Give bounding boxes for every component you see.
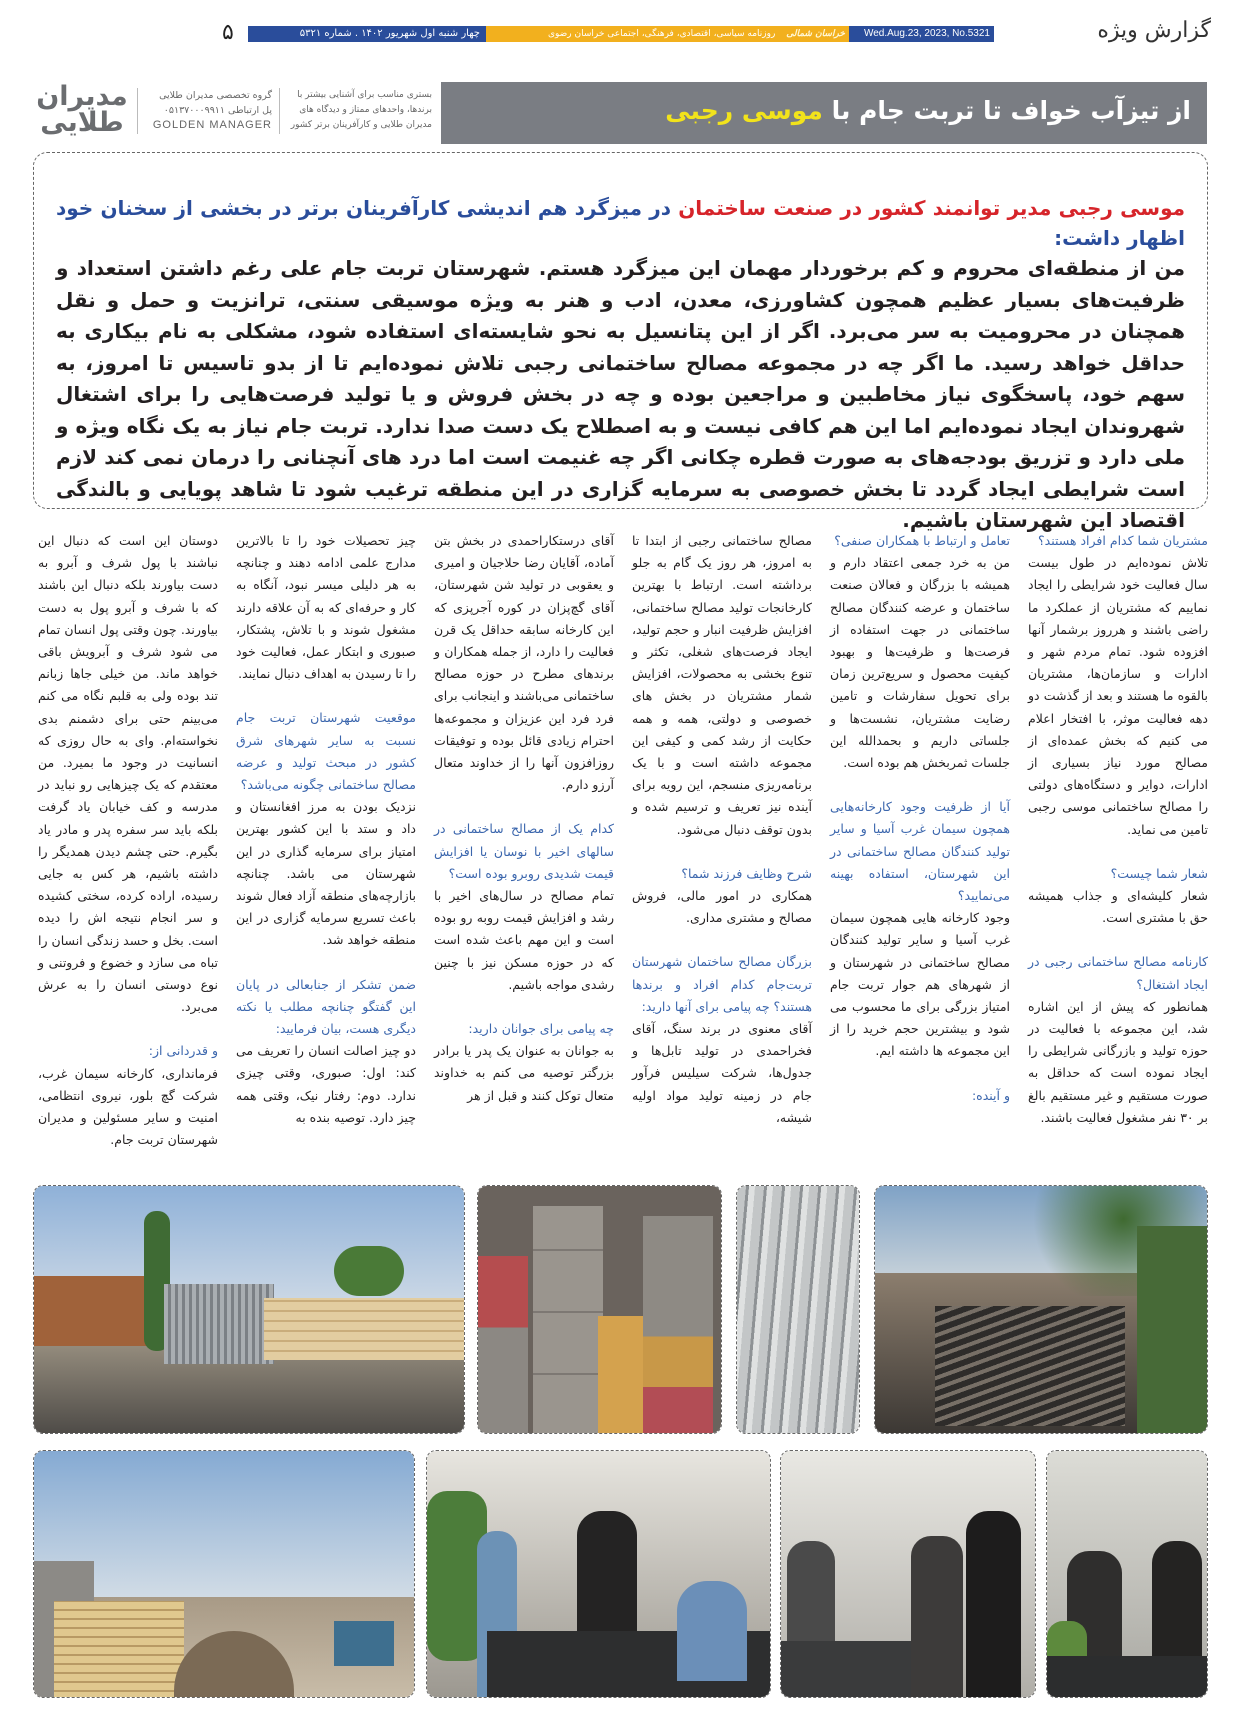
page-number: ۵ xyxy=(222,20,234,45)
photo-paving-tiles xyxy=(477,1185,722,1434)
interview-question: شرح وظایف فرزند شما؟ xyxy=(681,865,812,881)
paragraph-gap xyxy=(632,929,812,951)
article-column xyxy=(830,530,1010,1165)
promo-blurb xyxy=(282,88,432,133)
paper-tagline-bar xyxy=(486,26,849,42)
interview-answer: وجود کارخانه هایی همچون سیمان غرب آسیا و سایر تولید کنندگان مصالح ساختمانی در شهرستان و از شهرهای هم جوار تربت جام امتیاز بزرگی برای ما محسوب می شود و بیشترین حجم خرید را از این مجموعه ها داشته ایم. xyxy=(830,910,1010,1059)
interview-answer: دوستان این است که دنبال این نباشند با پول شرف و آبرو به دست بیاورند بلکه دنبال این باشند که با شرف و آبرو پول به دست بیاورند. چون وقتی پول انسان تمام می شود شرف و آبرویش باقی خواهد ماند. من خیلی جاها زبانم تند بوده ولی به قلبم نگاه می کنم می‌بینم حتی برای دشمنم بدی نخواسته‌ام. وای به حال روزی که انسانیت در وجود ما بمیرد. من معتقدم که یک چیزهایی رو نباید در مدرسه و کف خیابان یاد گرفت بلکه باید سر سفره پدر و مادر یاد بگیرم. حتی چشم دیدن همدیگر را داشته باشیم، هر کس به جایی رسیده، اراده کرده، سختی کشیده و سر انجام نتیجه اش را دیده است. بخل و حسد زندگی انسان را تباه می سازد و خضوع و فروتنی و نوع دوستی انسان را به عرش می‌برد. xyxy=(38,533,218,1015)
interview-answer: من به خرد جمعی اعتقاد دارم و همیشه با بزرگان و فعالان صنعت ساختمان و عرضه کنندگان مصالح ساختمانی در جهت استفاده از فرصت‌ها و ظرفیت‌ها و بهبود کیفیت محصول و سریع‌ترین زمان برای تحویل سفارشات و تامین رضایت مشتریان، نشست‌ها و جلساتی داریم و بحمدالله این جلسات ثمربخش هم بوده است. xyxy=(830,555,1010,771)
interview-columns xyxy=(33,530,1208,1165)
photo-concrete-pipes xyxy=(736,1185,860,1434)
interview-answer: تلاش نموده‌ایم در طول بیست سال فعالیت خود شرایطی را ایجاد نماییم که مشتریان از عملکرد ما راضی باشند و هرروز برشمار آنها افزوده شود. تمام مردم شهر و ادارات و سازمان‌ها، مشتریان بالقوه ما هستند و بعد از گذشت دو دهه فعالیت موثر، با افتخار اعلام می کنیم که بخش عمده‌ای از مصالح مورد نیاز بسیاری از ادارات، دوایر و دستگاه‌های دولتی را مصالح ساختمانی موسی رجبی تامین می نماید. xyxy=(1028,555,1208,837)
promo-group-name: گروه تخصصی مدیران طلایی xyxy=(159,90,272,101)
paper-logo: خراسان شمالی xyxy=(786,29,845,39)
article-column xyxy=(38,530,218,1165)
headline-prefix: از تیزآب خواف تا تربت جام با xyxy=(822,96,1191,125)
promo-blurb-line: برندها، واحدهای ممتاز و دیدگاه های xyxy=(299,105,432,115)
paragraph-gap xyxy=(434,996,614,1018)
headline xyxy=(665,96,1191,125)
photo-brick-stacks-street xyxy=(33,1450,415,1698)
paragraph-gap xyxy=(830,774,1010,796)
interview-answer: آقای درستکاراحمدی در بخش بتن آماده، آقایان رضا حلاجیان و امیری و یعقوبی در تولید شن شهرستان، آقای گچ‌پزان در کوره آجرپزی که این کارخانه سابقه حداقل یک قرن فعالیت را دارد، از جمله همکاران و برندهای مطرح در حوزه مصالح ساختمانی می‌باشند و اینجانب برای فرد فرد این عزیزان و مجموعه‌ها احترام زیادی قائل بوده و توفیقات روزافزون آنها را از خداوند متعال آرزو دارم. xyxy=(434,533,614,793)
paragraph-gap xyxy=(236,952,416,974)
interview-answer: نزدیک بودن به مرز افغانستان و داد و ستد با این کشور بهترین امتیاز برای سرمایه گذاری در این شهرستان می باشد. چنانچه بازارچه‌های منطقه آزاد فعال شوند باعث تسریع سرمایه گزاری در این منطقه خواهد شد. xyxy=(236,799,416,948)
interview-answer: تمام مصالح در سال‌های اخیر با رشد و افزایش قیمت روبه رو بوده است و این مهم باعث شده است که در حوزه مسکن نیز با چنین رشدی مواجه باشیم. xyxy=(434,888,614,992)
paragraph-gap xyxy=(830,1063,1010,1085)
logo-line: مدیران xyxy=(36,81,128,112)
interview-answer: شعار کلیشه‌ای و جذاب همیشه حق با مشتری است. xyxy=(1028,888,1208,926)
promo-blurb-line: مدیران طلایی و کارآفرینان برتر کشور xyxy=(290,120,432,130)
paragraph-gap xyxy=(1028,841,1208,863)
interview-answer: همانطور که پیش از این اشاره شد، این مجموعه با فعالیت در حوزه تولید و بازرگانی شرایطی را ایجاد نموده است که حداقل به صورت مستقیم و غیر مستقیم بالغ بر ۳۰ نفر مشغول فعالیت باشند. xyxy=(1028,998,1208,1125)
photo-office-desk xyxy=(1046,1450,1208,1698)
paragraph-gap xyxy=(434,796,614,818)
interview-question: شعار شما چیست؟ xyxy=(1110,865,1208,881)
paragraph-gap xyxy=(632,841,812,863)
intro-body: من از منطقه‌ای محروم و کم برخوردار مهمان این میزگرد هستم. شهرستان تربت جام علی رغم داشتن استعداد و ظرفیت‌های بسیار عظیم همچون کشاورزی، معدن، ادب و هنر به ویژه موسیقی سنتی، ترانزیت و حمل و نقل همچنان در محرومیت به سر می‌برد. اگر از این پتانسیل به نحو شایسته‌ای استفاده شود، مشکلی به نام بیکاری به حداقل خواهد رسید. ما اگر چه در مجموعه مصالح ساختمانی رجبی تلاش نموده‌ایم تا از بدو تاسیس تا امروز، به سهم خود، پاسخگوی نیاز مخاطبین و مراجعین بوده و چه در بخش فروش و یا تولید فرصت‌هایی را برای اشتغال شهروندان ایجاد نموده‌ایم اما این هم کافی نیست و به اصطلاح یک دست صدا ندارد. تربت جام نیاز به یک نگاه ویژه و ملی دارد و تزریق بودجه‌های به صورت قطره چکانی اگر چه غنیمت است اما درد های آنچنانی را درمان نمی کند لازم است شرایطی ایجاد گردد تا بخش خصوصی به سرمایه گزاری در این منطقه ترغیب شود تا شاهد پویایی و بالندگی اقتصاد این شهرستان باشیم. xyxy=(56,256,1185,532)
date-english: Wed.Aug.23, 2023, No.5321 xyxy=(849,26,994,42)
interview-answer: چیز تحصیلات خود را تا بالاترین مدارج علمی ادامه دهند و چنانچه به هر دلیلی میسر نبود، آنگاه به کار و حرفه‌ای که به آن علاقه دارند مشغول شوند و با تلاش، پشتکار، صبوری و ابتکار عمل، فعالیت خود را تا رسیدن به اهداف دنبال نمایند. xyxy=(236,533,416,682)
golden-manager-promo xyxy=(30,81,440,138)
photo-showroom-counter xyxy=(426,1450,771,1698)
interview-question: کدام یک از مصالح ساختمانی در سالهای اخیر با نوسان یا افزایش قیمت شدیدی روبرو بوده است؟ xyxy=(434,821,614,881)
promo-divider xyxy=(279,88,280,134)
interview-question: موقعیت شهرستان تربت جام نسبت به سایر شهرهای شرق کشور در مبحث تولید و عرضه مصالح ساختمانی چگونه می‌باشد؟ xyxy=(236,710,416,793)
promo-blurb-line: بستری مناسب برای آشنایی بیشتر با xyxy=(297,90,432,100)
article-column xyxy=(632,530,812,1165)
interview-question: ضمن تشکر از جنابعالی در پایان این گفتگو چنانچه مطلب یا نکته دیگری هست، بیان فرمایید: xyxy=(236,976,416,1037)
promo-phone: پل ارتباطی ۰۵۱۳۷۰۰۰۹۹۱۱ xyxy=(163,105,272,116)
promo-divider xyxy=(137,88,138,134)
masthead-strip xyxy=(0,18,1247,48)
paper-tagline: روزنامه سیاسی، اقتصادی، فرهنگی، اجتماعی خراسان رضوی xyxy=(547,29,776,39)
interview-question: بزرگان مصالح ساختمان شهرستان تربت‌جام کدام افراد و برندها هستند؟ چه پیامی برای آنها دارید: xyxy=(632,954,812,1014)
paragraph-gap xyxy=(38,1018,218,1040)
intro-lead xyxy=(56,193,1185,253)
headline-band xyxy=(441,82,1207,144)
article-column xyxy=(1028,530,1208,1165)
photo-brick-yard xyxy=(33,1185,465,1434)
intro-quote-box xyxy=(33,152,1208,532)
paragraph-gap xyxy=(1028,929,1208,951)
logo-line: طلایی xyxy=(40,107,124,138)
photo-office-group xyxy=(780,1450,1036,1698)
interview-question: تعامل و ارتباط با همکاران صنفی؟ xyxy=(834,533,1010,548)
interview-answer: مصالح ساختمانی رجبی از ابتدا تا به امروز، هر روز یک گام به جلو برداشته است. ارتباط با بهترین کارخانجات تولید مصالح ساختمانی، افزایش ظرفیت انبار و حجم تولید، ایجاد فرصت‌های شغلی، تکثر و تنوع بخشی به محصولات، افزایش شمار مشتریان در بخش های خصوصی و دولتی، همه و همه حکایت از رشد کمی و کیفی این مجموعه داشته است و با یک برنامه‌ریزی منسجم، این رویه برای آینده نیز تعریف و ترسیم شده و بدون توقف دنبال می‌شود. xyxy=(632,533,812,837)
intro-lead-rest: در میزگرد هم اندیشی کارآفرینان برتر در بخشی از سخنان خود اظهار داشت: xyxy=(56,196,1185,250)
promo-english-name: GOLDEN MANAGER xyxy=(152,119,272,131)
article-column xyxy=(434,530,614,1165)
interview-answer: دو چیز اصالت انسان را تعریف می کند: اول: صبوری، وقتی چیزی ندارد. دوم: رفتار نیک، وقتی همه چیز دارد. توصیه بنده به xyxy=(236,1043,416,1125)
interview-question: چه پیامی برای جوانان دارید: xyxy=(468,1021,614,1037)
interview-answer: به جوانان به عنوان یک پدر یا برادر بزرگتر توصیه می کنم به خداوند متعال توکل کنند و قبل از هر xyxy=(434,1043,614,1103)
date-persian: چهار شنبه اول شهریور ۱۴۰۲ . شماره ۵۳۲۱ xyxy=(248,26,486,42)
headline-name: موسی رجبی xyxy=(665,96,823,125)
article-column xyxy=(236,530,416,1165)
interview-question: آیا از ظرفیت وجود کارخانه‌هایی همچون سیمان غرب آسیا و سایر تولید کنندگان مصالح ساختمانی در این شهرستان، استفاده بهینه می‌نمایید؟ xyxy=(830,799,1010,904)
golden-manager-logo xyxy=(36,81,128,138)
intro-lead-subject: موسی رجبی مدیر توانمند کشور در صنعت ساختمان xyxy=(678,196,1185,220)
interview-question: کارنامه مصالح ساختمانی رجبی در ایجاد اشتغال؟ xyxy=(1028,954,1208,992)
interview-answer: همکاری در امور مالی، فروش مصالح و مشتری مداری. xyxy=(632,888,812,926)
interview-answer: فرمانداری، کارخانه سیمان غرب، شرکت گچ بلور، نیروی انتظامی، امنیت و سایر مسئولین و مدیران شهرستان تربت جام. xyxy=(38,1065,218,1148)
interview-question: مشتریان شما کدام افراد هستند؟ xyxy=(1038,533,1208,548)
promo-contact xyxy=(144,88,272,133)
photo-block-drying-field xyxy=(874,1185,1208,1434)
paragraph-gap xyxy=(236,685,416,707)
interview-answer: آقای معنوی در برند سنگ، آقای فخراحمدی در تولید تابل‌ها و جدول‌ها، شرکت سیلیس فرآور جام در زمینه تولید مواد اولیه شیشه، xyxy=(632,1021,812,1125)
interview-question: و قدردانی از: xyxy=(148,1043,218,1059)
interview-question: و آینده: xyxy=(971,1087,1010,1103)
section-name: گزارش ویژه xyxy=(1097,18,1211,43)
